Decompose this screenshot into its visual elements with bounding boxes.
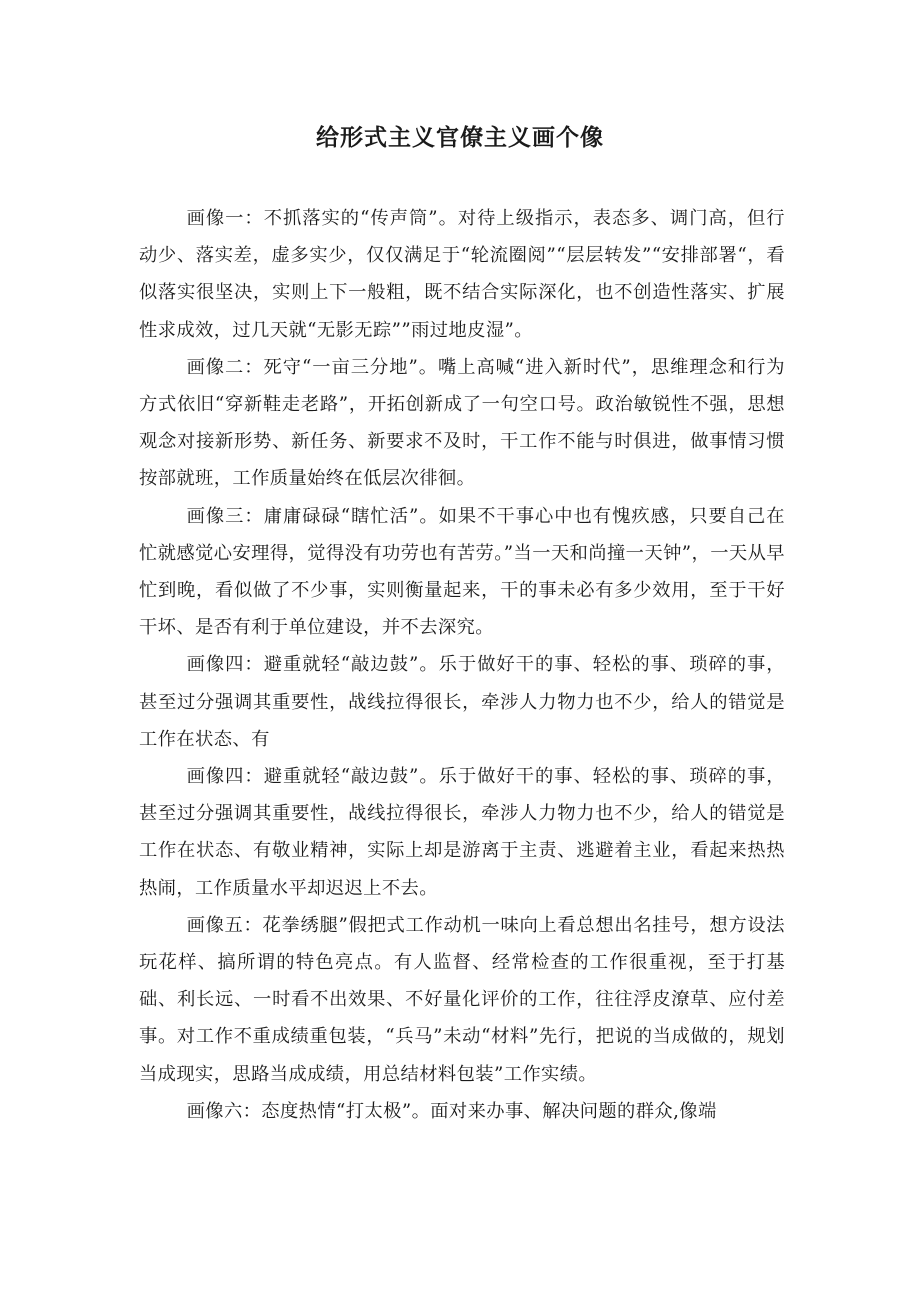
paragraph-1: 画像一：不抓落实的“传声筒”。对待上级指示，表态多、调门高，但行动少、落实差，虚多实少，仅仅满足于“轮流圈阅”“层层转发”“安排部署“，看似落实很坚决，实则上下一般粗，既不结合实际深化，也不创造性落实、扩展性求成效，过几天就“无影无踪””雨过地皮湿”。 bbox=[139, 208, 785, 341]
paragraph-7: 画像六：态度热情“打太极”。面对来办事、解决问题的群众,像端 bbox=[186, 1100, 717, 1122]
paragraph-5: 画像四：避重就轻“敲边鼓”。乐于做好干的事、轻松的事、琐碎的事，甚至过分强调其重要性，战线拉得很长，牵涉人力物力也不少，给人的错觉是工作在状态、有敬业精神，实际上却是游离于主责、逃避着主业，看起来热热热闹，工作质量水平却迟迟上不去。 bbox=[139, 766, 785, 899]
document-body bbox=[139, 200, 785, 1130]
paragraph-6: 画像五：花拳绣腿”假把式工作动机一味向上看总想出名挂号，想方设法玩花样、搞所谓的特色亮点。有人监督、经常检查的工作很重视，至于打基础、利长远、一时看不出效果、不好量化评价的工作，往往浮皮潦草、应付差事。对工作不重成绩重包装，“兵马”未动“材料”先行，把说的当成做的，规划当成现实，思路当成成绩，用总结材料包装”工作实绩。 bbox=[139, 914, 785, 1085]
paragraph-4: 画像四：避重就轻“敲边鼓”。乐于做好干的事、轻松的事、琐碎的事，甚至过分强调其重要性，战线拉得很长，牵涉人力物力也不少，给人的错觉是工作在状态、有 bbox=[139, 654, 785, 750]
paragraph-3: 画像三：庸庸碌碌“瞎忙活”。如果不干事心中也有愧疚感，只要自己在忙就感觉心安理得，觉得没有功劳也有苦劳。”当一天和尚撞一天钟”，一天从早忙到晚，看似做了不少事，实则衡量起来，干的事未必有多少效用，至于干好干坏、是否有利于单位建设，并不去深究。 bbox=[139, 505, 785, 639]
paragraph-2: 画像二：死守“一亩三分地”。嘴上高喊“进入新时代”，思维理念和行为方式依旧“穿新鞋走老路”，开拓创新成了一句空口号。政治敏锐性不强，思想观念对接新形势、新任务、新要求不及时，干工作不能与时俱进，做事情习惯按部就班，工作质量始终在低层次徘徊。 bbox=[139, 356, 785, 490]
document-title: 给形式主义官僚主义画个像 bbox=[316, 125, 604, 151]
